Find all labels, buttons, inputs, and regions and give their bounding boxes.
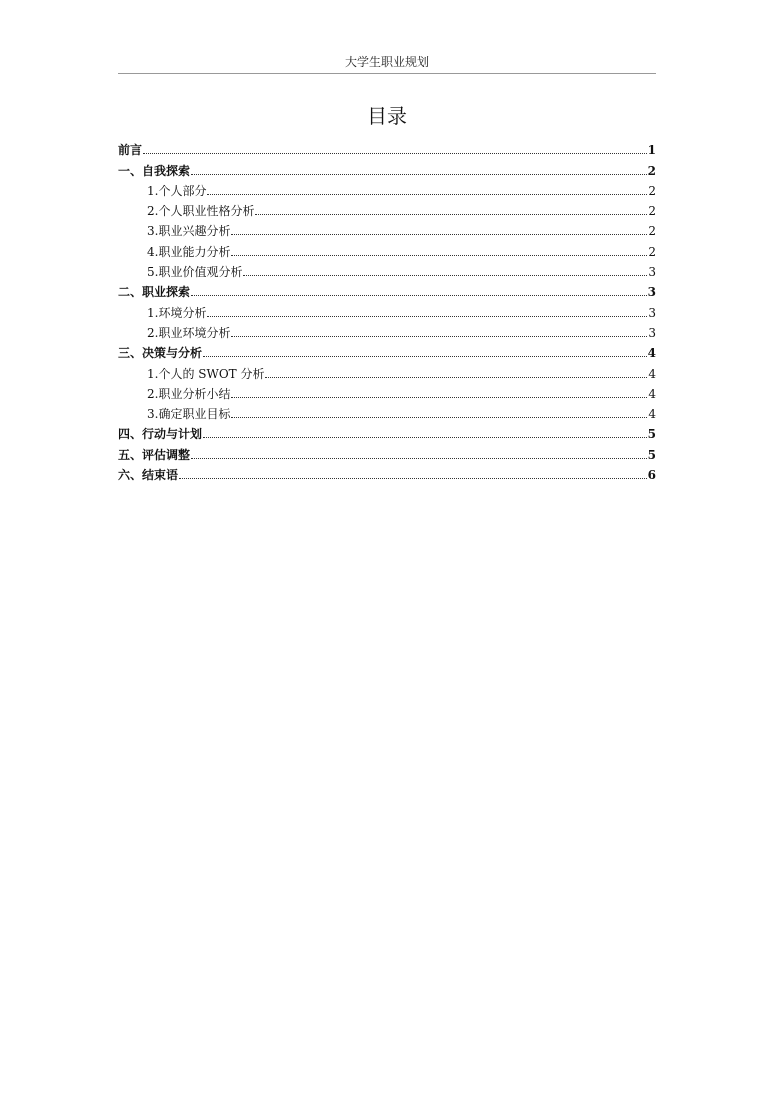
toc-entry-page-number: 2 [648, 183, 656, 198]
toc-entry-label: 二、职业探索 [118, 285, 191, 300]
toc-entry[interactable] [118, 462, 656, 482]
toc-entry-label: 六、结束语 [118, 468, 179, 483]
toc-dot-leader [255, 214, 647, 215]
toc-entry[interactable] [118, 340, 656, 360]
toc-dot-leader [231, 417, 647, 418]
toc-entry-page-number: 2 [648, 204, 656, 219]
toc-entry-page-number: 4 [647, 346, 656, 361]
toc-entry-page-number: 4 [648, 407, 656, 422]
toc-entry-page-number: 5 [647, 447, 656, 462]
toc-entry-page-number: 2 [647, 163, 656, 178]
toc-entry[interactable] [118, 401, 656, 421]
toc-entry-page-number: 3 [647, 285, 656, 300]
toc-entry-page-number: 3 [648, 305, 656, 320]
toc-entry[interactable] [118, 360, 656, 380]
toc-entry-page-number: 1 [647, 143, 656, 158]
toc-dot-leader [231, 397, 647, 398]
toc-entry[interactable] [118, 441, 656, 461]
toc-entry-label: 三、决策与分析 [118, 346, 203, 361]
toc-entry-label: 1.环境分析 [147, 305, 207, 320]
toc-entry-label: 5.职业价值观分析 [147, 265, 243, 280]
toc-entry[interactable] [118, 238, 656, 258]
toc-dot-leader [191, 295, 647, 296]
toc-entry-page-number: 4 [648, 386, 656, 401]
toc-dot-leader [231, 255, 647, 256]
toc-dot-leader [207, 194, 647, 195]
toc-dot-leader [191, 458, 647, 459]
toc-entry[interactable] [118, 218, 656, 238]
toc-dot-leader [265, 377, 647, 378]
toc-entry-label: 3.职业兴趣分析 [147, 224, 231, 239]
toc-dot-leader [207, 316, 647, 317]
toc-entry-label: 2.个人职业性格分析 [147, 204, 255, 219]
toc-entry[interactable] [118, 259, 656, 279]
toc-dot-leader [203, 356, 647, 357]
toc-entry-label: 四、行动与计划 [118, 427, 203, 442]
toc-title: 目录 [367, 104, 407, 128]
toc-dot-leader [143, 153, 647, 154]
toc-entry-label: 3.确定职业目标 [147, 407, 231, 422]
toc-entry[interactable] [118, 137, 656, 157]
toc-entry-page-number: 5 [647, 427, 656, 442]
toc-entry-page-number: 3 [648, 265, 656, 280]
toc-entry-page-number: 6 [647, 468, 656, 483]
toc-dot-leader [179, 478, 647, 479]
toc-dot-leader [231, 234, 647, 235]
toc-entry[interactable] [118, 320, 656, 340]
toc-dot-leader [191, 174, 647, 175]
toc-dot-leader [231, 336, 647, 337]
toc-entry[interactable] [118, 157, 656, 177]
toc-dot-leader [243, 275, 647, 276]
toc-entry[interactable] [118, 421, 656, 441]
toc-dot-leader [203, 437, 647, 438]
toc-entry[interactable] [118, 178, 656, 198]
toc-entry[interactable] [118, 381, 656, 401]
toc-entry-label: 五、评估调整 [118, 447, 191, 462]
toc-entry[interactable] [118, 198, 656, 218]
toc-entry-label: 一、自我探索 [118, 163, 191, 178]
toc-entry-label: 4.职业能力分析 [147, 244, 231, 259]
toc-entry-page-number: 4 [648, 366, 656, 381]
toc-entry-label: 1.个人部分 [147, 183, 207, 198]
table-of-contents [118, 137, 656, 482]
toc-entry-page-number: 2 [648, 244, 656, 259]
toc-entry-label: 2.职业环境分析 [147, 325, 231, 340]
toc-entry[interactable] [118, 279, 656, 299]
toc-entry-label: 前言 [118, 143, 143, 158]
toc-entry[interactable] [118, 299, 656, 319]
header-divider [118, 73, 656, 74]
running-header: 大学生职业规划 [344, 55, 429, 69]
toc-entry-page-number: 2 [648, 224, 656, 239]
toc-entry-label: 2.职业分析小结 [147, 386, 231, 401]
toc-entry-label: 1.个人的 SWOT 分析 [147, 366, 265, 381]
toc-entry-page-number: 3 [648, 325, 656, 340]
